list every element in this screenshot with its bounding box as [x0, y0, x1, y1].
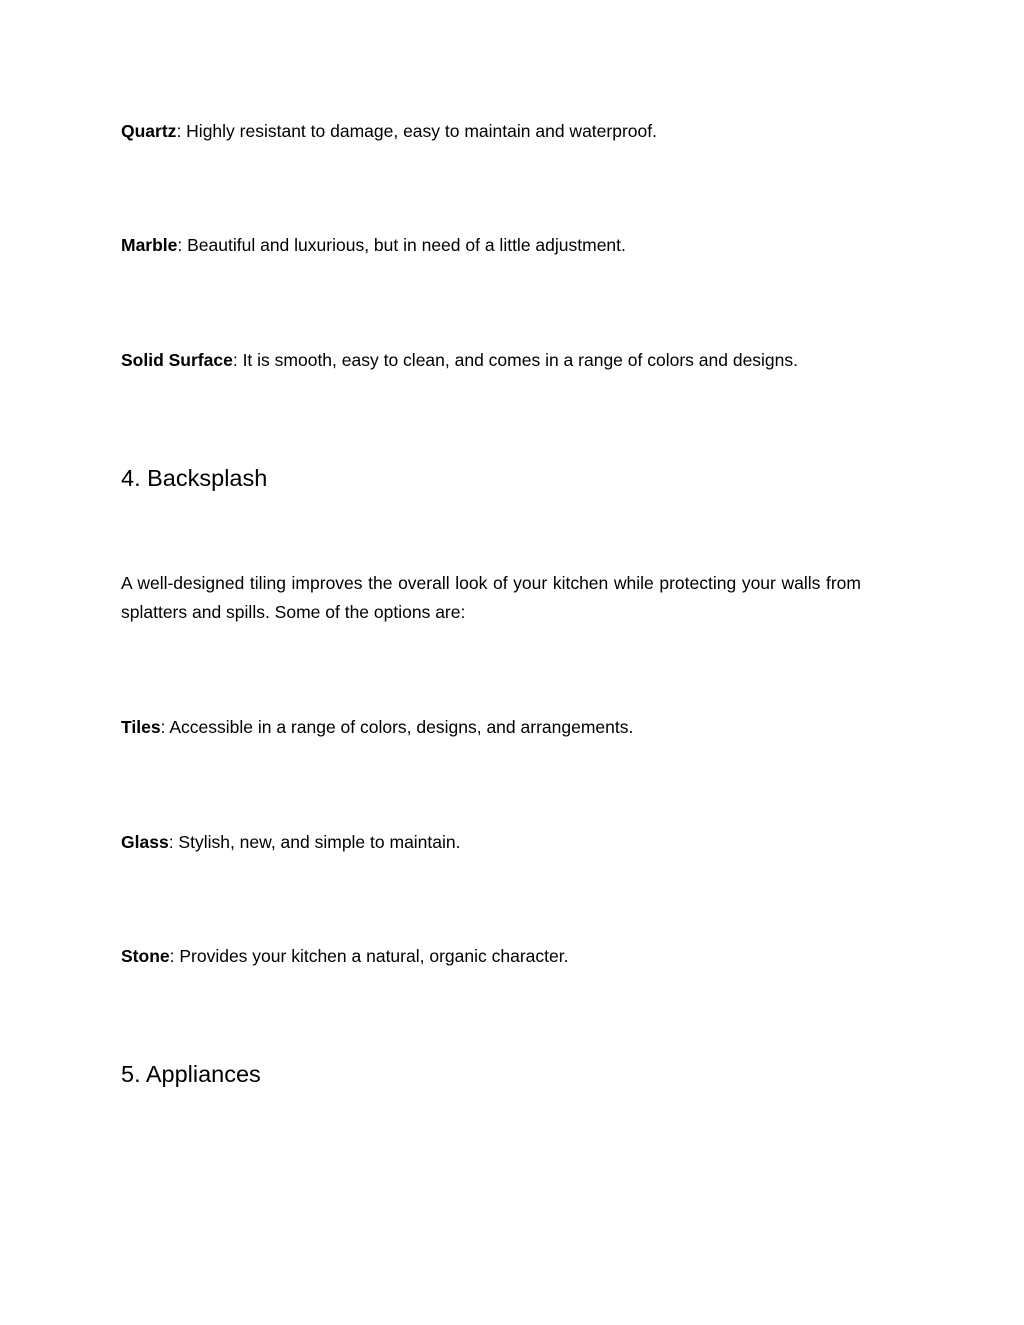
option-description: : Provides your kitchen a natural, organic character. [169, 946, 569, 966]
material-term: Marble [121, 235, 178, 255]
section-heading-backsplash: 4. Backsplash [121, 465, 268, 491]
backsplash-option-glass [121, 828, 861, 857]
option-description: : Accessible in a range of colors, designs, and arrangements. [160, 717, 634, 737]
backsplash-option-tiles [121, 713, 861, 742]
material-term: Quartz [121, 121, 177, 141]
material-description: : It is smooth, easy to clean, and comes in a range of colors and designs. [232, 350, 799, 370]
section-heading-appliances: 5. Appliances [121, 1061, 261, 1087]
option-term: Glass [121, 832, 169, 852]
backsplash-option-stone [121, 942, 861, 971]
material-item-quartz [121, 117, 861, 146]
material-item-marble [121, 231, 861, 260]
backsplash-intro-paragraph: A well-designed tiling improves the overall look of your kitchen while protecting your walls from splatters and spills. Some of the options are: [121, 573, 861, 622]
option-term: Stone [121, 946, 170, 966]
option-description: : Stylish, new, and simple to maintain. [168, 832, 461, 852]
material-description: : Highly resistant to damage, easy to maintain and waterproof. [176, 121, 657, 141]
material-description: : Beautiful and luxurious, but in need of a little adjustment. [177, 235, 626, 255]
material-term: Solid Surface [121, 350, 233, 370]
material-item-solid-surface [121, 346, 861, 375]
option-term: Tiles [121, 717, 161, 737]
